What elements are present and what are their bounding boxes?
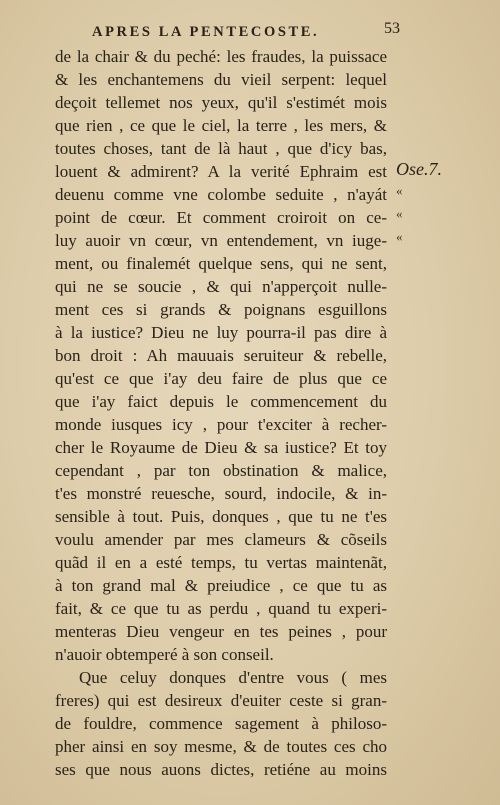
text-line: ment ces si grands & poignans esguillons bbox=[55, 300, 387, 319]
text-line: cher le Royaume de Dieu & sa iustice? Et toy bbox=[55, 438, 387, 457]
margin-quote-mark: « bbox=[396, 183, 403, 198]
text-line: voulu amender par mes clameurs & cõseils bbox=[55, 530, 387, 549]
text-line: & les enchantemens du vieil serpent: lequel bbox=[55, 70, 387, 89]
margin-quote-mark: « bbox=[396, 229, 403, 244]
text-line: bon droit : Ah mauuais seruiteur & rebelle, bbox=[55, 346, 387, 365]
text-line: monde iusques icy , pour t'exciter à recher- bbox=[55, 415, 387, 434]
text-line: menteras Dieu vengeur en tes peines , pour bbox=[55, 622, 387, 641]
text-line: de la chair & du peché: les fraudes, la puissace bbox=[55, 47, 387, 66]
text-line: point de cœur. Et comment croiroit on ce- bbox=[55, 208, 387, 227]
text-line: à la iustice? Dieu ne luy pourra-il pas dire à bbox=[55, 323, 387, 342]
text-line: deuenu comme vne colombe seduite , n'ayát bbox=[55, 185, 387, 204]
text-line: ment, ou finalemét quelque sens, qui ne sent, bbox=[55, 254, 387, 273]
text-line: quãd il en a esté temps, tu vertas maintenãt, bbox=[55, 553, 387, 572]
running-head: APRES LA PENTECOSTE. bbox=[92, 24, 320, 40]
text-line: louent & admirent? A la verité Ephraim est bbox=[55, 162, 387, 181]
text-line: t'es monstré reuesche, sourd, indocile, & in- bbox=[55, 484, 387, 503]
text-line: que i'ay faict depuis le commencement du bbox=[55, 392, 387, 411]
text-line: cependant , par ton obstination & malice, bbox=[55, 461, 387, 480]
body-text bbox=[55, 45, 387, 781]
text-line: freres) qui est desireux d'euiter ceste si gran- bbox=[55, 691, 387, 710]
text-line-paragraph-start: Que celuy donques d'entre vous ( mes bbox=[79, 668, 387, 687]
text-line: qu'est ce que i'ay deu faire de plus que ce bbox=[55, 369, 387, 388]
text-line: deçoit tellemet nos yeux, qu'il s'estimét mois bbox=[55, 93, 387, 112]
text-line: de fouldre, commence sagement à philoso- bbox=[55, 714, 387, 733]
margin-quote-mark: « bbox=[396, 206, 403, 221]
text-line: qui ne se soucie , & qui n'apperçoit nulle- bbox=[55, 277, 387, 296]
text-line: luy auoir vn cœur, vn entendement, vn iuge- bbox=[55, 231, 387, 250]
margin-scripture-reference: Ose.7. bbox=[396, 159, 442, 179]
text-line: ses que nous auons dictes, retiéne au moins bbox=[55, 760, 387, 779]
text-line: n'auoir obtemperé à son conseil. bbox=[55, 645, 274, 664]
text-line: que rien , ce que le ciel, la terre , les mers, & bbox=[55, 116, 387, 135]
text-line: toutes choses, tant de là haut , que d'icy bas, bbox=[55, 139, 387, 158]
text-line: pher ainsi en soy mesme, & de toutes ces cho bbox=[55, 737, 387, 756]
text-line: à ton grand mal & preiudice , ce que tu as bbox=[55, 576, 387, 595]
page-number: 53 bbox=[384, 20, 400, 37]
text-line: fait, & ce que tu as perdu , quand tu experi- bbox=[55, 599, 387, 618]
text-line: sensible à tout. Puis, donques , que tu ne t'es bbox=[55, 507, 387, 526]
